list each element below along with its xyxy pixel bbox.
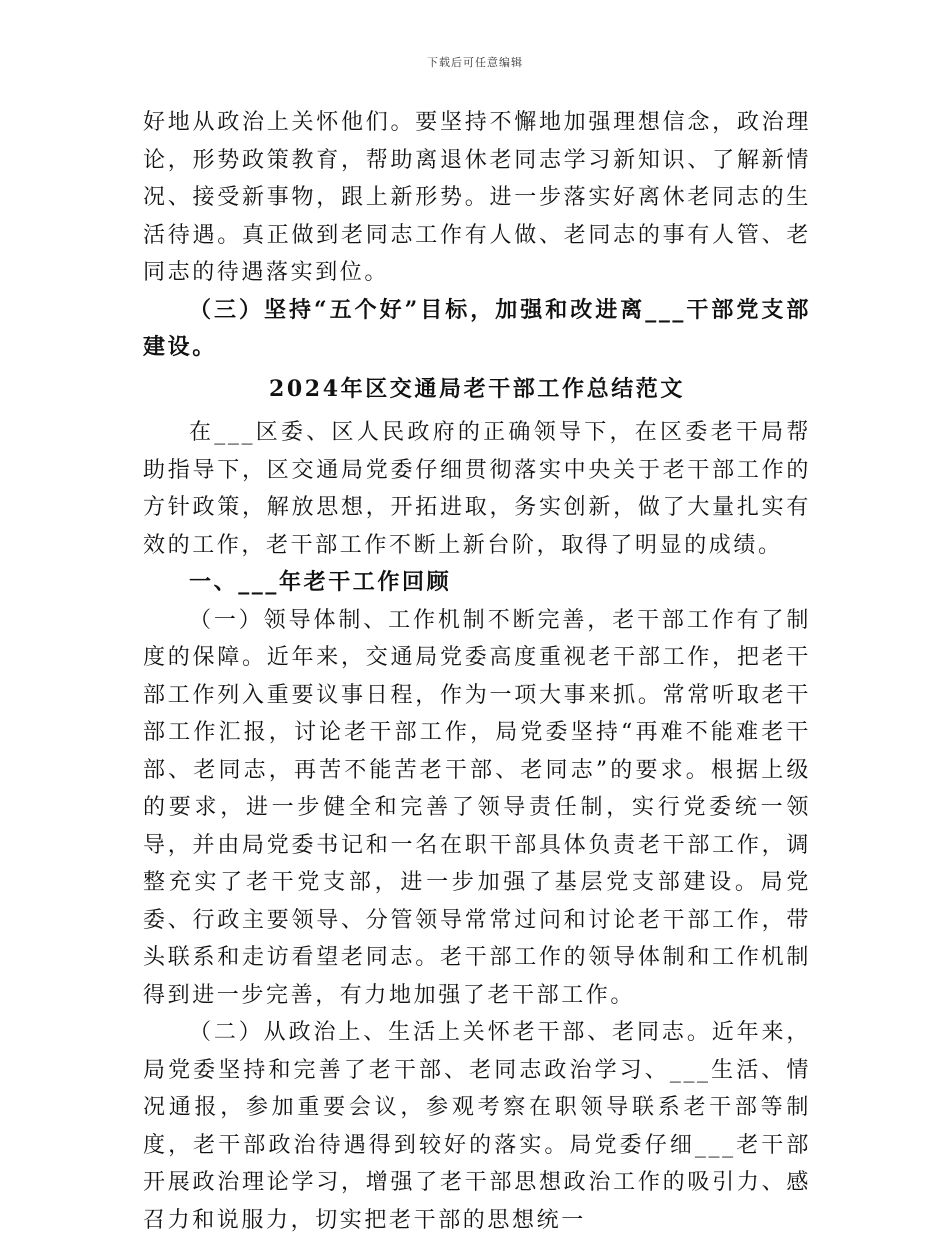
page-header: 下载后可任意编辑 <box>427 56 523 69</box>
paragraph-care: （二）从政治上、生活上关怀老干部、老同志。近年来，局党委坚持和完善了老干部、老同志政治学习、___生活、情况通报，参加重要会议，参观考察在职领导联系老干部等制度，老干部政治待遇得到较好的落实。局党委仔细___老干部开展政治理论学习，增强了老干部思想政治工作的吸引力、感召力和说服力，切实把老干部的思想统一 <box>143 1020 811 1233</box>
subheading-three: （三）坚持“五个好”目标，加强和改进离___干部党支部建设。 <box>143 296 811 360</box>
document-title: 2024年区交通局老干部工作总结范文 <box>268 375 686 402</box>
paragraph-opening: 在___区委、区人民政府的正确领导下，在区委老干局帮助指导下，区交通局党委仔细贯彻落实中央关于老干部工作的方针政策，解放思想，开拓进取，务实创新，做了大量扎实有效的工作，老干部工作不断上新台阶，取得了明显的成绩。 <box>143 420 811 558</box>
document-body <box>143 104 811 1239</box>
intro-paragraph: 好地从政治上关怀他们。要坚持不懈地加强理想信念，政治理论，形势政策教育，帮助离退休老同志学习新知识、了解新情况、接受新事物，跟上新形势。进一步落实好离休老同志的生活待遇。真正做到老同志工作有人做、老同志的事有人管、老同志的待遇落实到位。 <box>143 110 811 285</box>
section-heading-one: 一、___年老干工作回顾 <box>189 569 452 595</box>
paragraph-leadership: （一）领导体制、工作机制不断完善，老干部工作有了制度的保障。近年来，交通局党委高度重视老干部工作，把老干部工作列入重要议事日程，作为一项大事来抓。常常听取老干部工作汇报，讨论老干部工作，局党委坚持“再难不能难老干部、老同志，再苦不能苦老干部、老同志”的要求。根据上级的要求，进一步健全和完善了领导责任制，实行党委统一领导，并由局党委书记和一名在职干部具体负责老干部工作，调整充实了老干党支部，进一步加强了基层党支部建设。局党委、行政主要领导、分管领导常常过问和讨论老干部工作，带头联系和走访看望老同志。老干部工作的领导体制和工作机制得到进一步完善，有力地加强了老干部工作。 <box>143 607 811 1008</box>
